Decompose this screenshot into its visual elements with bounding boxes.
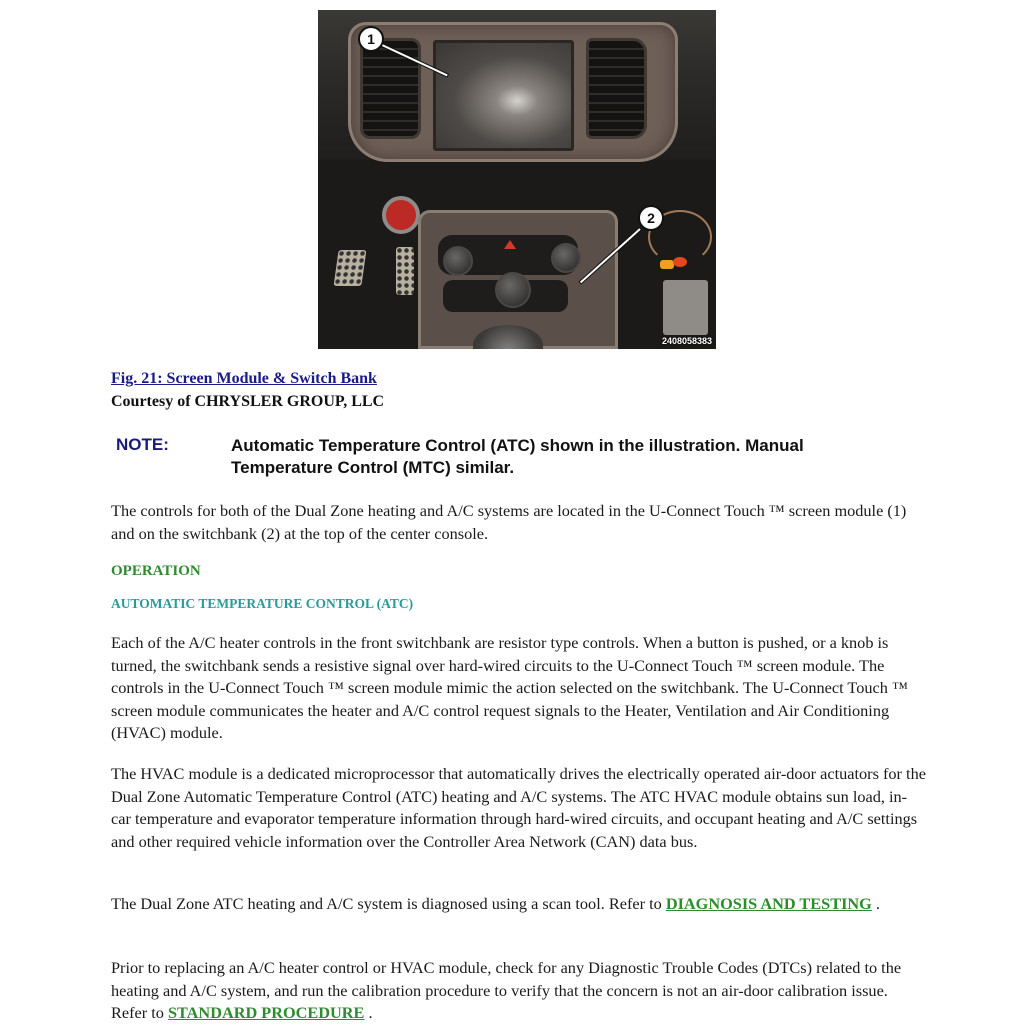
diagnosis-paragraph <box>111 893 926 916</box>
knob-graphic <box>443 246 473 276</box>
prior-replacing-paragraph <box>111 957 926 1025</box>
heading-atc: AUTOMATIC TEMPERATURE CONTROL (ATC) <box>111 596 414 611</box>
figure-courtesy: Courtesy of CHRYSLER GROUP, LLC <box>111 393 385 410</box>
image-id: 2408058383 <box>661 336 712 346</box>
hvac-module-paragraph: The HVAC module is a dedicated microprocessor that automatically drives the electrically operated air-door actuators for the Dual Zone Automatic Temperature Control (ATC) heating and A/C systems. The ATC HVAC module obtains sun load, in-car temperature and evaporator temperature information through hard-wired circuits, and occupant heating and A/C settings and other required vehicle information over the Controller Area Network (CAN) data bus. <box>111 764 926 851</box>
standard-procedure-link[interactable]: STANDARD PROCEDURE <box>167 1003 365 1023</box>
screen-module <box>433 40 574 151</box>
indicator-light <box>673 257 687 267</box>
usb-port-graphic <box>663 280 708 335</box>
knob-graphic <box>495 272 531 308</box>
diagnosis-text: The Dual Zone ATC heating and A/C system is diagnosed using a scan tool. Refer to <box>111 894 666 913</box>
callout-2: 2 <box>638 205 664 231</box>
prior-text: Prior to replacing an A/C heater control or HVAC module, check for any Diagnostic Trouble Codes (DTCs) related to the heating and A/C system, and run the calibration procedure to verify that the concern is not an air-door calibration issue. Refer to <box>111 958 902 1023</box>
diagnosis-and-testing-link[interactable]: DIAGNOSIS AND TESTING <box>665 894 872 913</box>
knob-graphic <box>551 243 581 273</box>
controls-paragraph: Each of the A/C heater controls in the front switchbank are resistor type controls. When a button is pushed, or a knob is turned, the switchbank sends a resistive signal over hard-wired circuits to the U-Connect Touch ™ screen module. The controls in the U-Connect Touch ™ screen module mimic the action selected on the switchbank. The U-Connect Touch ™ screen module communicates the heater and A/C control request signals to the Heater, Ventilation and Air Conditioning (HVAC) module. <box>111 633 908 743</box>
right-air-vent <box>586 38 647 139</box>
prior-suffix: . <box>364 1003 373 1023</box>
pedal-graphic <box>396 247 414 295</box>
hazard-icon <box>504 240 516 249</box>
intro-paragraph: The controls for both of the Dual Zone heating and A/C systems are located in the U-Connect Touch ™ screen module (1) and on the switchbank (2) at the top of the center console. <box>111 501 907 543</box>
figure-title-link[interactable]: Fig. 21: Screen Module & Switch Bank <box>111 370 377 387</box>
diagnosis-suffix: . <box>871 894 880 913</box>
left-air-vent <box>360 38 421 139</box>
heading-operation: OPERATION <box>111 563 201 579</box>
indicator-light <box>660 260 674 269</box>
note-text: Automatic Temperature Control (ATC) shown in the illustration. Manual Temperature Control (MTC) similar. <box>231 436 804 477</box>
start-button-graphic <box>382 196 420 234</box>
figure-image <box>318 10 716 349</box>
pedal-graphic <box>333 250 366 286</box>
note-label: NOTE: <box>116 435 169 454</box>
callout-1: 1 <box>358 26 384 52</box>
